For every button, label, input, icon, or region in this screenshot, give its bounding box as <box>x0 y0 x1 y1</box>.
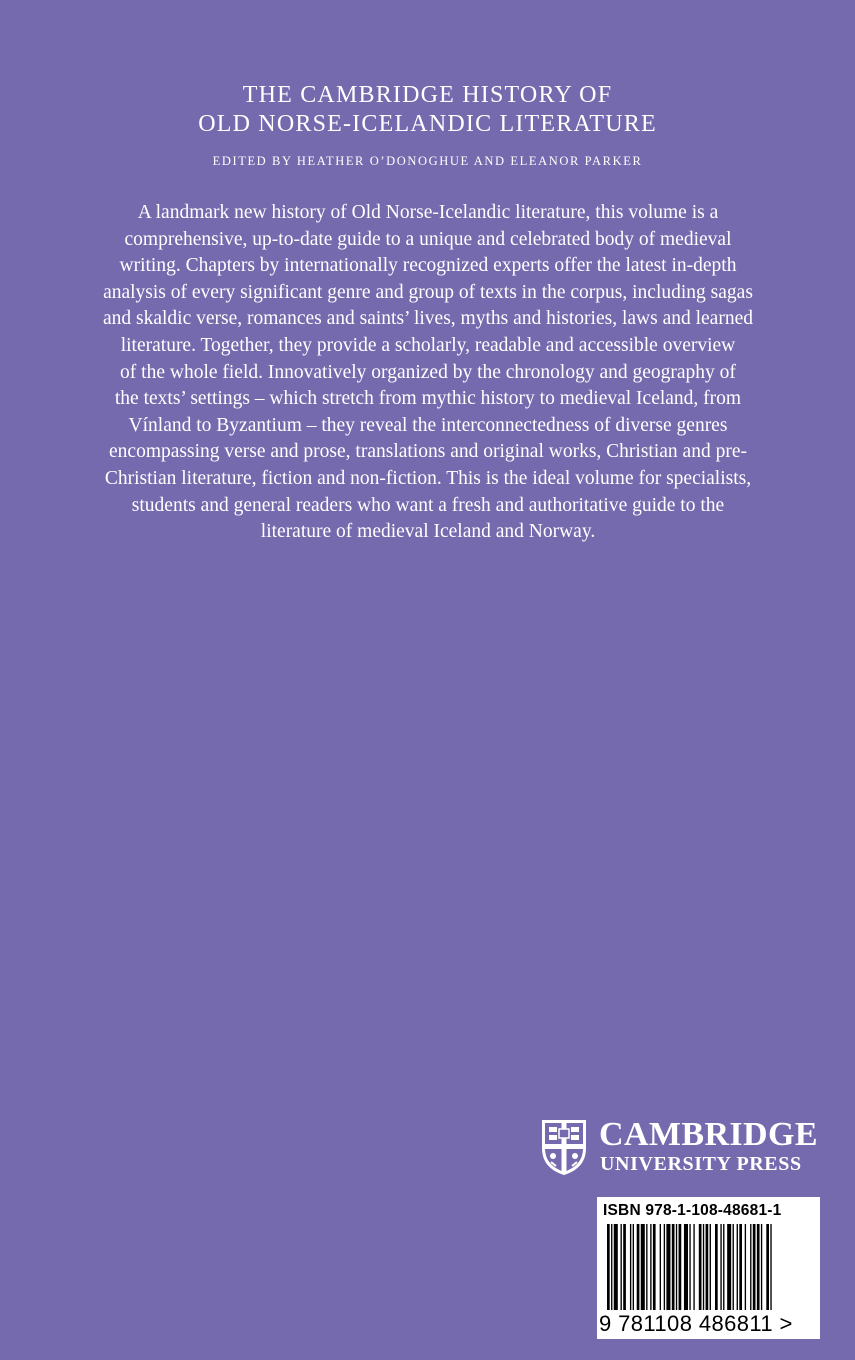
editors-credit: EDITED BY HEATHER O’DONOGHUE AND ELEANOR PARKER <box>212 154 643 168</box>
blurb-line: A landmark new history of Old Norse-Icelandic literature, this volume is a <box>137 202 719 223</box>
blurb-line: Christian literature, fiction and non-fiction. This is the ideal volume for specialists, <box>104 467 752 489</box>
title-line-2: OLD NORSE-ICELANDIC LITERATURE <box>198 111 657 137</box>
publisher-logo <box>540 1118 830 1178</box>
blurb-line: literature. Together, they provide a scholarly, readable and accessible overview <box>120 334 736 356</box>
publisher-subname: UNIVERSITY PRESS <box>600 1153 802 1175</box>
cambridge-crest-icon <box>540 1118 588 1176</box>
barcode-digits: 9 781108 486811 > <box>599 1311 793 1336</box>
blurb-line: of the whole field. Innovatively organized by the chronology and geography of <box>120 361 736 383</box>
isbn-barcode <box>597 1197 820 1339</box>
blurb-line: the texts’ settings – which stretch from mythic history to medieval Iceland, from <box>114 388 742 410</box>
description-blurb <box>82 200 774 546</box>
blurb-line: comprehensive, up-to-date guide to a unique and celebrated body of medieval <box>124 228 732 250</box>
blurb-line: students and general readers who want a fresh and authoritative guide to the <box>131 494 725 516</box>
isbn-label: ISBN 978-1-108-48681-1 <box>603 1202 782 1219</box>
publisher-name: CAMBRIDGE <box>599 1116 818 1153</box>
blurb-line: Vínland to Byzantium – they reveal the interconnectedness of diverse genres <box>128 414 728 436</box>
blurb-line: analysis of every significant genre and group of texts in the corpus, including sagas <box>103 281 753 303</box>
blurb-line: and skaldic verse, romances and saints’ lives, myths and histories, laws and learned <box>102 308 753 330</box>
barcode-bars <box>607 1224 810 1310</box>
blurb-line: writing. Chapters by internationally recognized experts offer the latest in-depth <box>119 255 737 277</box>
blurb-line: encompassing verse and prose, translations and original works, Christian and pre- <box>109 441 747 463</box>
blurb-line: literature of medieval Iceland and Norway. <box>260 521 596 543</box>
title-line-1: THE CAMBRIDGE HISTORY OF <box>242 82 613 108</box>
